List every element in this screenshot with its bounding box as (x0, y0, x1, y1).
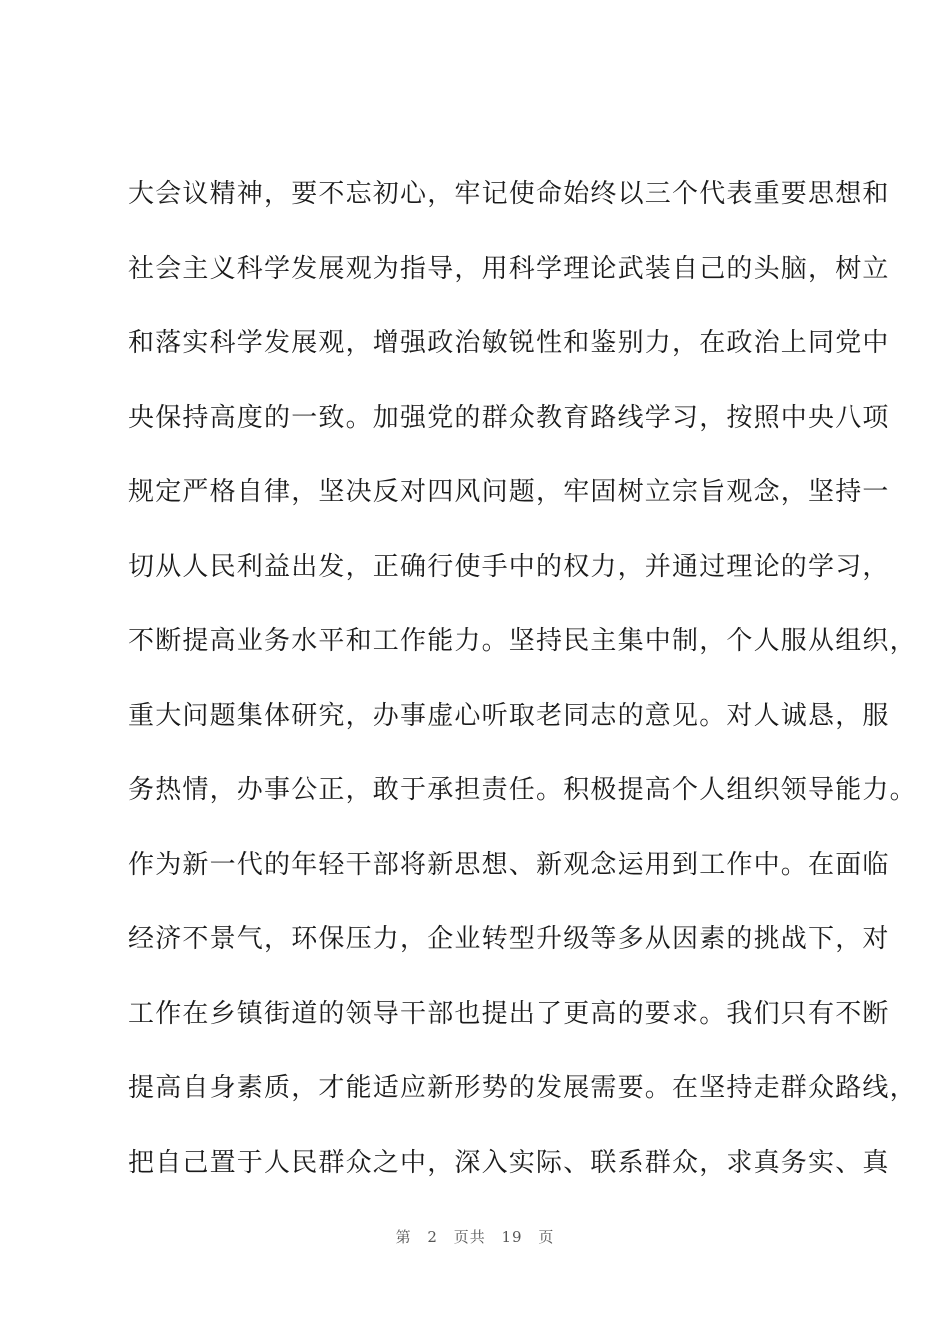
text-line: 和落实科学发展观，增强政治敏锐性和鉴别力，在政治上同党中 (128, 328, 890, 358)
footer-prefix: 第 (395, 1228, 412, 1246)
text-line: 规定严格自律，坚决反对四风问题，牢固树立宗旨观念，坚持一 (128, 477, 890, 507)
current-page-number: 2 (427, 1228, 438, 1246)
text-line: 提高自身素质，才能适应新形势的发展需要。在坚持走群众路线， (128, 1073, 917, 1103)
text-line: 工作在乡镇街道的领导干部也提出了更高的要求。我们只有不断 (128, 998, 890, 1029)
body-text (128, 172, 917, 1215)
text-line: 作为新一代的年轻干部将新思想、新观念运用到工作中。在面临 (128, 849, 890, 880)
text-line: 把自己置于人民群众之中，深入实际、联系群众，求真务实、真 (128, 1147, 890, 1178)
text-line: 不断提高业务水平和工作能力。坚持民主集中制，个人服从组织， (128, 626, 917, 656)
text-line: 务热情，办事公正，敢于承担责任。积极提高个人组织领导能力。 (128, 775, 917, 805)
total-pages-number: 19 (501, 1228, 523, 1246)
footer-middle: 页共 (453, 1228, 486, 1246)
text-line: 央保持高度的一致。加强党的群众教育路线学习，按照中央八项 (128, 402, 890, 433)
text-line: 经济不景气，环保压力，企业转型升级等多从因素的挑战下，对 (128, 924, 890, 954)
text-line: 社会主义科学发展观为指导，用科学理论武装自己的头脑，树立 (128, 253, 890, 284)
text-line: 重大问题集体研究，办事虚心听取老同志的意见。对人诚恳，服 (128, 700, 890, 731)
text-line: 切从人民利益出发，正确行使手中的权力，并通过理论的学习， (128, 551, 890, 582)
page-footer (0, 1226, 950, 1247)
text-line: 大会议精神，要不忘初心，牢记使命始终以三个代表重要思想和 (128, 179, 890, 209)
footer-suffix: 页 (538, 1228, 555, 1246)
